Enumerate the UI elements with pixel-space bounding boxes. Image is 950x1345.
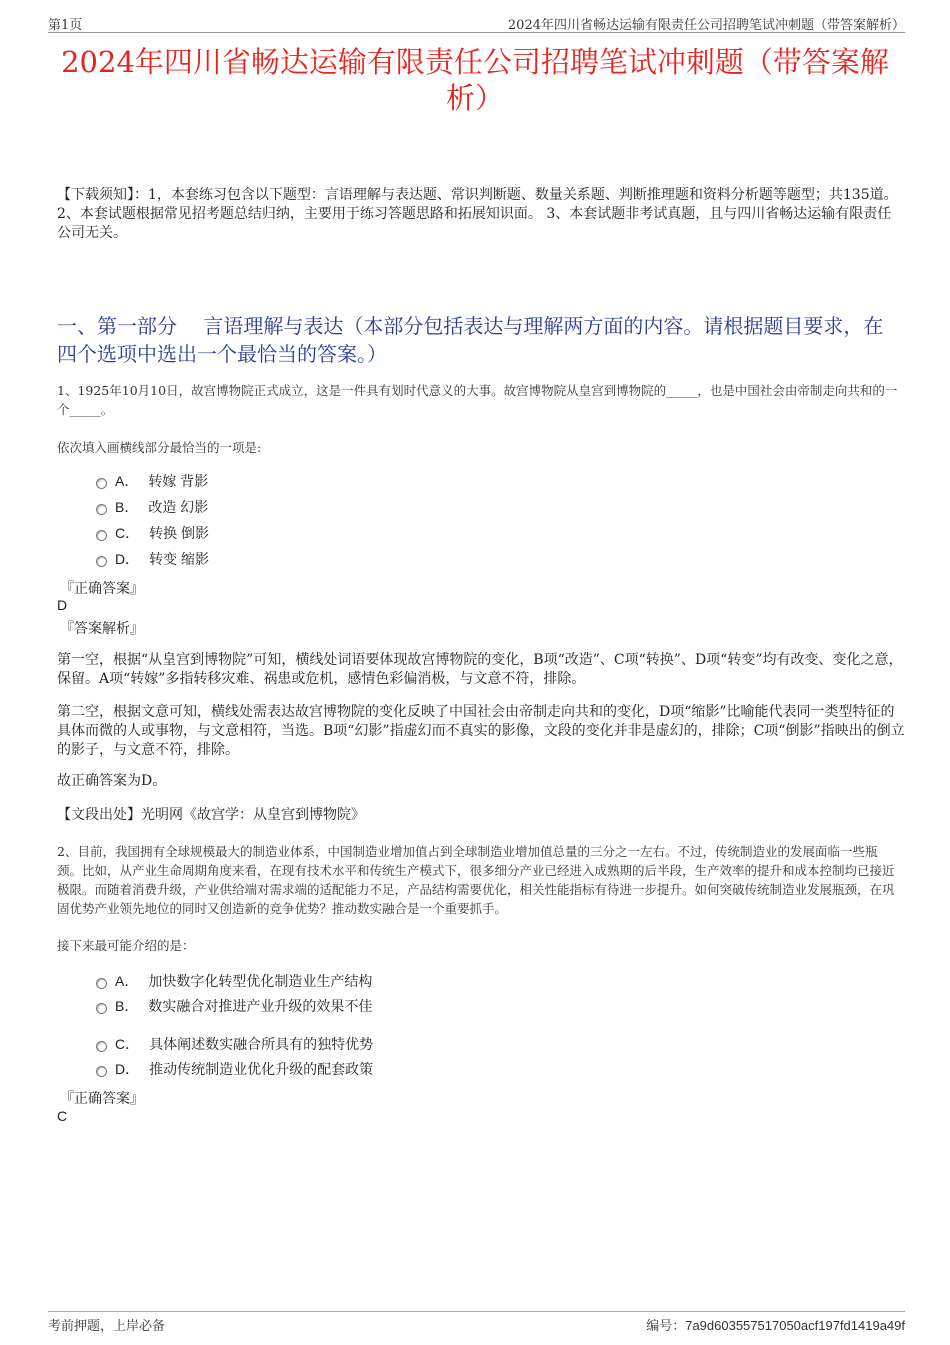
question-2-instruction: 接下来最可能介绍的是： bbox=[57, 938, 195, 953]
correct-answer-value: C bbox=[57, 1108, 68, 1124]
question-1-option-d[interactable] bbox=[96, 549, 209, 569]
option-text: 推动传统制造业优化升级的配套政策 bbox=[149, 1061, 374, 1077]
radio-button-icon[interactable] bbox=[96, 478, 107, 489]
radio-button-icon[interactable] bbox=[96, 978, 107, 989]
question-2-option-d[interactable] bbox=[96, 1059, 373, 1079]
question-2-option-a[interactable] bbox=[96, 971, 372, 991]
answer-analysis-label: 『答案解析』 bbox=[60, 621, 144, 637]
question-1-option-b[interactable] bbox=[96, 497, 208, 517]
correct-answer-label: 『正确答案』 bbox=[60, 581, 144, 597]
page-header bbox=[48, 12, 905, 33]
correct-answer-label: 『正确答案』 bbox=[60, 1091, 144, 1107]
option-text: 改造 幻影 bbox=[148, 499, 209, 515]
header-doc-title: 2024年四川省畅达运输有限责任公司招聘笔试冲刺题（带答案解析） bbox=[507, 18, 905, 33]
option-letter: D． bbox=[115, 1061, 140, 1077]
question-2-option-c[interactable] bbox=[96, 1034, 373, 1054]
question-1-stem: 1、1925年10月10日，故宫博物院正式成立，这是一件具有划时代意义的大事。故宫博物院从皇宫到博物院的_____，也是中国社会由帝制走向共和的一个_____。 bbox=[57, 383, 898, 417]
section-heading: 一、第一部分 言语理解与表达（本部分包括表达与理解两方面的内容。请根据题目要求，在四个选项中选出一个最恰当的答案。） bbox=[57, 314, 884, 366]
analysis-paragraph-1: 第一空，根据“从皇宫到博物院”可知，横线处词语要体现故宫博物院的变化，B项“改造”、C项“转换”、D项“转变”均有改变、变化之意，保留。A项“转嫁”多指转移灾难、祸患或危机，感情色彩偏消极，与文意不符，排除。 bbox=[57, 652, 903, 687]
radio-button-icon[interactable] bbox=[96, 556, 107, 567]
option-letter: C． bbox=[115, 1036, 140, 1052]
option-text: 数实融合对推进产业升级的效果不佳 bbox=[148, 998, 373, 1014]
option-text: 转换 倒影 bbox=[149, 525, 210, 541]
option-letter: C． bbox=[115, 525, 140, 541]
question-1-option-a[interactable] bbox=[96, 471, 208, 491]
code-label: 编号： bbox=[646, 1319, 686, 1334]
option-letter: A． bbox=[115, 473, 139, 489]
radio-button-icon[interactable] bbox=[96, 530, 107, 541]
option-text: 加快数字化转型优化制造业生产结构 bbox=[148, 973, 373, 989]
option-letter: D． bbox=[115, 551, 140, 567]
footer-slogan: 考前押题，上岸必备 bbox=[48, 1319, 166, 1334]
radio-button-icon[interactable] bbox=[96, 1066, 107, 1077]
option-letter: B． bbox=[115, 499, 139, 515]
question-1-instruction: 依次填入画横线部分最恰当的一项是: bbox=[57, 440, 262, 455]
radio-button-icon[interactable] bbox=[96, 504, 107, 515]
text-source: 【文段出处】光明网《故宫学：从皇宫到博物院》 bbox=[57, 807, 365, 823]
document-title: 2024年四川省畅达运输有限责任公司招聘笔试冲刺题（带答案解析） bbox=[61, 45, 889, 115]
option-text: 转变 缩影 bbox=[149, 551, 210, 567]
option-text: 具体阐述数实融合所具有的独特优势 bbox=[149, 1036, 374, 1052]
question-1-option-c[interactable] bbox=[96, 523, 209, 543]
option-letter: A． bbox=[115, 973, 139, 989]
analysis-paragraph-2: 第二空，根据文意可知，横线处需表达故宫博物院的变化反映了中国社会由帝制走向共和的变化，D项“缩影”比喻能代表同一类型特征的具体而微的人或事物，与文意相符，当选。B项“幻影”指虚幻而不真实的影像，文段的变化并非是虚幻的，排除；C项“倒影”指映出的倒立的影子，与文意不符，排除。 bbox=[57, 704, 905, 758]
page-footer bbox=[48, 1311, 905, 1336]
question-2-option-b[interactable] bbox=[96, 996, 372, 1016]
radio-button-icon[interactable] bbox=[96, 1041, 107, 1052]
radio-button-icon[interactable] bbox=[96, 1003, 107, 1014]
option-letter: B． bbox=[115, 998, 139, 1014]
option-text: 转嫁 背影 bbox=[148, 473, 209, 489]
document-code bbox=[646, 1315, 905, 1334]
page-number: 第1页 bbox=[48, 18, 83, 33]
analysis-conclusion: 故正确答案为D。 bbox=[57, 773, 167, 789]
code-value: 7a9d603557517050acf197fd1419a49f bbox=[685, 1318, 905, 1333]
download-notice: 【下载须知】：1，本套练习包含以下题型：言语理解与表达题、常识判断题、数量关系题、判断推理题和资料分析题等题型；共135道。 2、本套试题根据常见招考题总结归纳，主要用于练习答题思路和拓展知识面。 3、本套试题非考试真题，且与四川省畅达运输有限责任公司无关。 bbox=[57, 187, 898, 241]
correct-answer-value: D bbox=[57, 597, 68, 613]
question-2-stem: 2、目前，我国拥有全球规模最大的制造业体系，中国制造业增加值占到全球制造业增加值总量的三分之一左右。不过，传统制造业的发展面临一些瓶颈。比如，从产业生命周期角度来看，在现有技术水平和传统生产模式下，很多细分产业已经进入成熟期的后半段，生产效率的提升和成本控制均已接近极限。而随着消费升级，产业供给端对需求端的适配能力不足，产品结构需要优化，相关性能指标有待进一步提升。如何突破传统制造业发展瓶颈，在巩固优势产业领先地位的同时又创造新的竞争优势？推动数实融合是一个重要抓手。 bbox=[57, 844, 895, 916]
